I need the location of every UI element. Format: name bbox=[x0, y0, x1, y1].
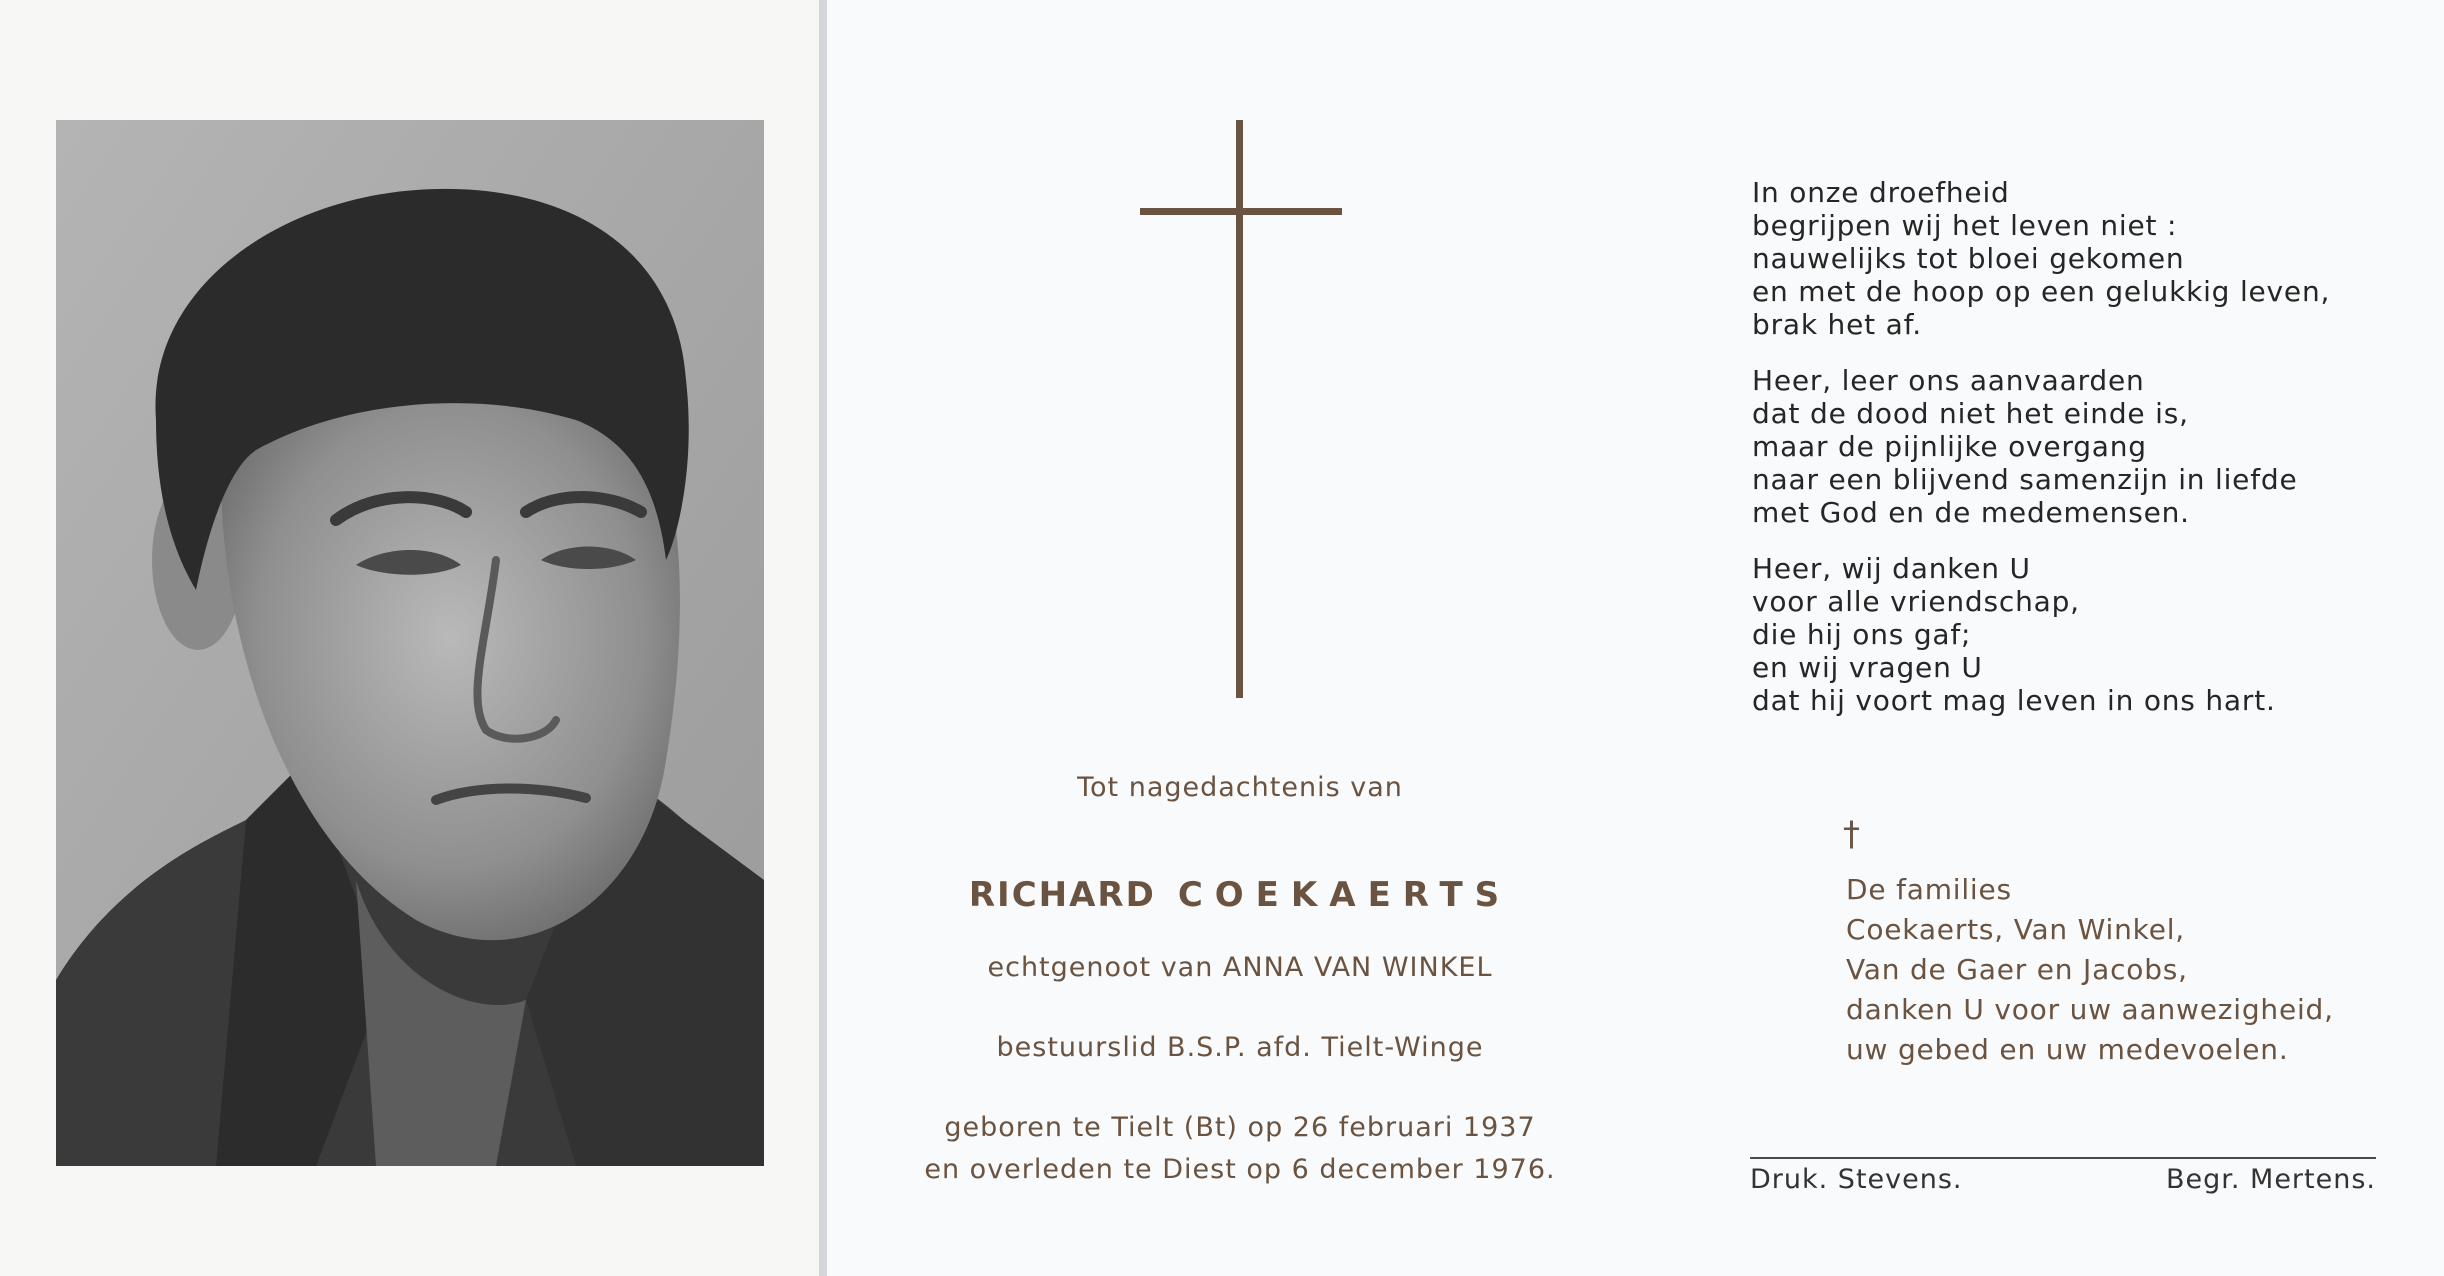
poem-line: naar een blijvend samenzijn in liefde bbox=[1752, 463, 2298, 496]
undertaker-credit: Begr. Mertens. bbox=[2165, 1164, 2376, 1195]
deceased-name bbox=[880, 875, 1600, 915]
portrait-photo-icon bbox=[56, 120, 764, 1166]
first-name: RICHARD bbox=[968, 875, 1156, 915]
spouse-line: echtgenoot van ANNA VAN WINKEL bbox=[987, 952, 1493, 983]
families-line: uw gebed en uw medevoelen. bbox=[1846, 1033, 2289, 1066]
families-thanks bbox=[1846, 870, 2406, 1070]
page-fold bbox=[819, 0, 827, 1276]
portrait-photo bbox=[56, 120, 764, 1166]
printer-credit: Druk. Stevens. bbox=[1750, 1164, 1963, 1195]
poem-line: nauwelijks tot bloei gekomen bbox=[1752, 242, 2185, 275]
poem-line: Heer, wij danken U bbox=[1752, 552, 2031, 585]
poem-line: dat de dood niet het einde is, bbox=[1752, 397, 2189, 430]
poem-line: en wij vragen U bbox=[1752, 651, 1983, 684]
footer-divider bbox=[1750, 1157, 2376, 1159]
poem-line: maar de pijnlijke overgang bbox=[1752, 430, 2147, 463]
death-line: en overleden te Diest op 6 december 1976. bbox=[924, 1154, 1556, 1185]
poem-stanza-2 bbox=[1752, 364, 2372, 529]
birth-line: geboren te Tielt (Bt) op 26 februari 1937 bbox=[944, 1112, 1536, 1143]
poem-line: brak het af. bbox=[1752, 308, 1922, 341]
poem-line: begrijpen wij het leven niet : bbox=[1752, 209, 2178, 242]
poem-line: en met de hoop op een gelukkig leven, bbox=[1752, 275, 2331, 308]
latin-cross-icon-bar bbox=[1140, 208, 1342, 215]
poem-stanza-3 bbox=[1752, 552, 2372, 717]
left-panel bbox=[0, 0, 819, 1276]
families-line: danken U voor uw aanwezigheid, bbox=[1846, 993, 2334, 1026]
last-name: COEKAERTS bbox=[1177, 875, 1512, 915]
small-cross-icon: † bbox=[1843, 814, 1860, 854]
families-line: Coekaerts, Van Winkel, bbox=[1846, 913, 2185, 946]
latin-cross-icon bbox=[1236, 120, 1243, 698]
role-line: bestuurslid B.S.P. afd. Tielt-Winge bbox=[996, 1032, 1484, 1063]
poem-line: met God en de medemensen. bbox=[1752, 496, 2190, 529]
poem-line: die hij ons gaf; bbox=[1752, 618, 1972, 651]
poem-line: voor alle vriendschap, bbox=[1752, 585, 2080, 618]
families-line: Van de Gaer en Jacobs, bbox=[1846, 953, 2188, 986]
poem-line: Heer, leer ons aanvaarden bbox=[1752, 364, 2145, 397]
memorial-heading: Tot nagedachtenis van bbox=[1077, 772, 1403, 803]
poem-line: dat hij voort mag leven in ons hart. bbox=[1752, 684, 2276, 717]
families-line: De families bbox=[1846, 873, 2012, 906]
poem-stanza-1 bbox=[1752, 176, 2372, 341]
poem-line: In onze droefheid bbox=[1752, 176, 2010, 209]
